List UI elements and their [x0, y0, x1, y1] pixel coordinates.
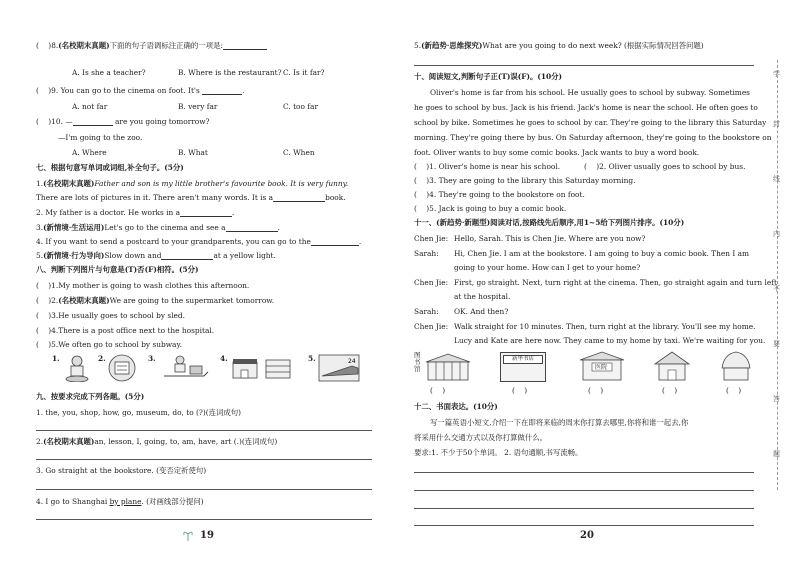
s9-question-1: 1. the, you, shop, how, go, museum, do, to (?)(连词成句) [36, 408, 242, 417]
bookstore-sign: 新华书店 [503, 355, 543, 364]
pic-num-5: 5. [308, 354, 316, 363]
hospital-sign: 医院 [595, 364, 608, 371]
dialog-line: Hi, Chen Jie. I am at the bookstore. I am going to buy a comic book. Then I am [454, 249, 750, 258]
answer-bracket[interactable]: ( ) [588, 386, 604, 395]
section-10-title: 十、阅读短文,判断句子正(T)误(F)。(10分) [414, 72, 563, 81]
section-11-title: 十一、(新趋势·新题型)阅读对话,按路线先后顺序,用1~5给下列图片排序。(10分) [414, 218, 685, 227]
q9-option-a: A. not far [72, 102, 108, 111]
sprout-icon [182, 528, 194, 542]
library-picture [424, 352, 472, 382]
s9-question-3: 3. Go straight at the bookstore. (变否定祈使句) [36, 466, 207, 475]
sled-picture [160, 354, 210, 382]
page-number-left: 19 [200, 530, 214, 541]
s8-item-2: ( )2.(名校期末真题)We are going to the supermarket tomorrow. [36, 296, 275, 305]
question-10: ( )10. — are you going tomorrow? [36, 117, 210, 126]
writing-line[interactable] [414, 472, 754, 473]
home-picture [652, 350, 692, 382]
dialog-line: First, go straight. Next, turn right at the cinema. Then, go straight again and turn left [454, 278, 777, 287]
s10-item-3: ( )3. They are going to the library this Saturday morning. [414, 176, 636, 185]
washing-clothes-picture [64, 354, 90, 382]
question-8: ( )8.(名校期末真题)下面的句子语调标注正确的一项是: [36, 41, 267, 50]
sidebar-char: 答 [773, 395, 780, 403]
q9-option-c: C. too far [283, 102, 318, 111]
answer-bracket[interactable]: ( ) [430, 386, 446, 395]
writing-instructions-cont: 将采用什么交通方式以及你打算做什么。 [414, 433, 548, 442]
dialog-line: going to your home. How can I get to your home? [454, 263, 641, 272]
s7-question-1-cont: There are lots of pictures in it. There aren't many words. It is a book. [36, 193, 346, 202]
speaker-sarah: Sarah: [414, 307, 439, 316]
dialog-line: OK. And then? [454, 307, 509, 316]
section-7-title: 七、根据句意写单词或词组,补全句子。(5分) [36, 163, 184, 172]
answer-bracket[interactable]: ( ) [726, 386, 742, 395]
s8-item-1: ( )1.My mother is going to wash clothes this afternoon. [36, 281, 250, 290]
dialog-line: Walk straight for 10 minutes. Then, turn right at the library. You'll see my home. [454, 322, 756, 331]
passage-line: morning. They're going there by bus. On Saturday afternoon, they're going to the bookstore on [414, 133, 772, 142]
pic-num-4: 4. [220, 354, 228, 363]
speaker-chen-jie: Chen Jie: [414, 278, 449, 287]
cinema-picture [718, 350, 754, 382]
sidebar-char: 不 [773, 285, 780, 293]
q10-option-b: B. What [178, 148, 208, 157]
writing-instructions: 写一篇英语小短文,介绍一下在即将来临的周末你打算去哪里,你将和谁一起去,你 [430, 418, 689, 427]
sidebar-char: 封 [773, 120, 780, 128]
s8-item-4: ( )4.There is a post office next to the hospital. [36, 326, 215, 335]
passage-line: foot. Oliver wants to buy some comic books. Jack wants to buy a word book. [414, 148, 700, 157]
sidebar-char: 内 [773, 230, 780, 238]
sidebar-char: 题 [773, 450, 780, 458]
answer-bracket[interactable]: ( ) [512, 386, 528, 395]
library-sign: 图书馆 [414, 351, 421, 374]
dialog-line: Hello, Sarah. This is Chen Jie. Where are you now? [454, 234, 646, 243]
s10-item-2: ( )2. Oliver usually goes to school by bus. [584, 162, 746, 171]
q8-option-b: B. Where is the restaurant? [178, 68, 282, 77]
passage-line: he goes to school by bus. Jack is his friend. Jack's home is near the school. He often goes to [414, 103, 758, 112]
answer-line[interactable] [36, 430, 372, 431]
post-office-picture [230, 356, 260, 380]
q10-option-a: A. Where [72, 148, 107, 157]
sidebar-char: 要 [773, 340, 780, 348]
question-9: ( )9. You can go to the cinema on foot. It's . [36, 86, 245, 95]
speaker-chen-jie: Chen Jie: [414, 322, 449, 331]
answer-bracket[interactable]: ( ) [662, 386, 678, 395]
shop-picture [108, 354, 136, 382]
section-8-title: 八、判断下列图片与句意是(T)否(F)相符。(5分) [36, 265, 199, 274]
sidebar-char: 线 [773, 175, 780, 183]
page-number-right: 20 [580, 530, 594, 541]
pic-num-3: 3. [148, 354, 156, 363]
pic-num-1: 1. [52, 354, 60, 363]
s9-question-2: 2.(名校期末真题)an, lesson, I, going, to, am, have, art (.)(连词成句) [36, 437, 278, 446]
s10-item-5: ( )5. Jack is going to buy a comic book. [414, 204, 567, 213]
passage-line: school by bike. Sometimes he goes to school by car. They're going to the library this Saturday [414, 118, 767, 127]
s7-question-3: 3.(新情境·生活运用)Let's go to the cinema and see a . [36, 223, 280, 232]
q8-option-a: A. Is she a teacher? [72, 68, 146, 77]
subway-picture [318, 354, 360, 382]
right-page [400, 0, 800, 566]
dialog-line: at the hospital. [454, 292, 511, 301]
answer-line[interactable] [36, 519, 372, 520]
q10-option-c: C. When [283, 148, 315, 157]
s8-item-5: ( )5.We often go to school by subway. [36, 340, 183, 349]
pic-num-2: 2. [98, 354, 106, 363]
s7-question-1: 1.(名校期末真题)Father and son is my little brother's favourite book. It is very funny. [36, 179, 349, 188]
writing-requirements: 要求:1. 不少于50个单词。 2. 语句通顺,书写流畅。 [414, 448, 583, 457]
hospital-picture [263, 356, 293, 380]
dialog-line: Lucy and Kate are here now. They came to my home by taxi. We're waiting for you. [454, 336, 766, 345]
writing-line[interactable] [414, 508, 754, 509]
q10-answer-line: —I'm going to the zoo. [58, 133, 143, 142]
s7-question-5: 5.(新情境·行为导向)Slow down and at a yellow light. [36, 251, 276, 260]
section-9-title: 九、按要求完成下列各题。(5分) [36, 392, 145, 401]
answer-line[interactable] [36, 489, 372, 490]
bookstore-picture [500, 352, 546, 382]
s7-question-4: 4. If you want to send a postcard to your grandparents, you can go to the . [36, 237, 362, 246]
passage-line: Oliver's home is far from his school. He usually goes to school by subway. Sometimes [430, 88, 750, 97]
s8-item-3: ( )3.He usually goes to school by sled. [36, 311, 186, 320]
subway-sign: 24 [348, 358, 356, 365]
writing-line[interactable] [414, 525, 754, 526]
s9-question-4: 4. I go to Shanghai by plane. (对画线部分提问) [36, 497, 204, 506]
s10-item-4: ( )4. They're going to the bookstore on foot. [414, 190, 585, 199]
writing-line[interactable] [414, 490, 754, 491]
sidebar-char: 学 [773, 70, 780, 78]
speaker-sarah: Sarah: [414, 249, 439, 258]
answer-line[interactable] [414, 65, 754, 66]
s10-item-1: ( )1. Oliver's home is near his school. [414, 162, 561, 171]
section-12-title: 十二、书面表达。(10分) [414, 402, 498, 411]
q9-option-b: B. very far [178, 102, 218, 111]
s7-question-2: 2. My father is a doctor. He works in a . [36, 208, 235, 217]
speaker-chen-jie: Chen Jie: [414, 234, 449, 243]
question-5: 5.(新趋势·思维探究)What are you going to do next week? (根据实际情况回答问题) [414, 41, 704, 50]
answer-line[interactable] [36, 459, 372, 460]
q8-option-c: C. Is it far? [283, 68, 325, 77]
